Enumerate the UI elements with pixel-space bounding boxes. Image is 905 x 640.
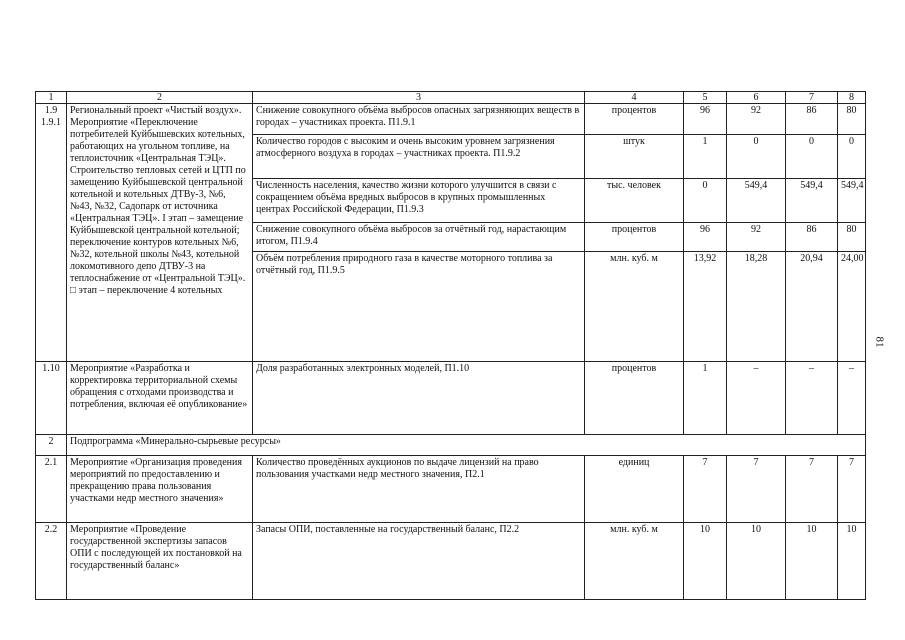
value: 96	[684, 222, 727, 251]
column-number: 3	[253, 92, 585, 104]
indicator-name: Запасы ОПИ, поставленные на государственный баланс, П2.2	[253, 523, 585, 600]
row-number: 2.2	[36, 523, 67, 600]
value: 10	[786, 523, 838, 600]
value: 10	[838, 523, 866, 600]
column-number-row	[36, 92, 866, 104]
indicator-name: Численность населения, качество жизни которого улучшится в связи с сокращением объёма вредных выбросов в крупных промышленных центрах Российской Федерации, П1.9.3	[253, 179, 585, 223]
value: 7	[786, 456, 838, 523]
table-row	[36, 456, 866, 523]
value: 10	[684, 523, 727, 600]
value: 80	[838, 222, 866, 251]
value: 549,4	[727, 179, 786, 223]
unit: единиц	[585, 456, 684, 523]
column-number: 2	[67, 92, 253, 104]
value: 18,28	[727, 252, 786, 362]
unit: процентов	[585, 104, 684, 135]
unit: млн. куб. м	[585, 523, 684, 600]
section-title: Подпрограмма «Минерально-сырьевые ресурсы»	[67, 435, 866, 456]
value: 20,94	[786, 252, 838, 362]
indicator-name: Снижение совокупного объёма выбросов опасных загрязняющих веществ в городах – участниках проекта. П1.9.1	[253, 104, 585, 135]
column-number: 5	[684, 92, 727, 104]
measure-name-cell	[67, 104, 253, 362]
measure-name: Мероприятие «Организация проведения мероприятий по предоставлению и прекращению права пользования участками недр местного значения»	[67, 456, 253, 523]
value: –	[838, 362, 866, 435]
indicator-name: Снижение совокупного объёма выбросов за отчётный год, нарастающим итогом, П1.9.4	[253, 222, 585, 251]
value: 10	[727, 523, 786, 600]
measure-name: Региональный проект «Чистый воздух».	[70, 105, 242, 116]
measure-name: Мероприятие «Переключение потребителей Куйбышевских котельных, работающих на угольном топливе, на теплоисточник «Центральная ТЭЦ». Строительство тепловых сетей и ЦТП по замещению Куйбышевской центральной котельной и котельных ДТВу-3, №6, №43, №32, Садопарк от источника «Центральная ТЭЦ». I этап – замещение Куйбышевской центральной котельной; переключение контуров котельных №6, №32, котельной школы №43, котельной локомотивного депо ДТВУ-3 на теплоснабжение от «Центральной ТЭЦ». □ этап – переключение 4 котельных	[70, 117, 246, 296]
unit: тыс. человек	[585, 179, 684, 223]
value: –	[786, 362, 838, 435]
value: 0	[727, 135, 786, 179]
value: 96	[684, 104, 727, 135]
unit: штук	[585, 135, 684, 179]
value: 13,92	[684, 252, 727, 362]
value: 7	[838, 456, 866, 523]
row-number: 2	[36, 435, 67, 456]
value: –	[727, 362, 786, 435]
indicator-name: Объём потребления природного газа в качестве моторного топлива за отчётный год, П1.9.5	[253, 252, 585, 362]
column-number: 7	[786, 92, 838, 104]
value: 1	[684, 362, 727, 435]
value: 92	[727, 104, 786, 135]
unit: процентов	[585, 222, 684, 251]
value: 7	[727, 456, 786, 523]
value: 7	[684, 456, 727, 523]
column-number: 8	[838, 92, 866, 104]
value: 24,00	[838, 252, 866, 362]
page-number: 81	[873, 336, 886, 348]
column-number: 1	[36, 92, 67, 104]
measure-name: Мероприятие «Проведение государственной экспертизы запасов ОПИ с последующей их постановкой на государственный баланс»	[67, 523, 253, 600]
measure-name: Мероприятие «Разработка и корректировка территориальной схемы обращения с отходами производства и потребления, включая её опубликование»	[67, 362, 253, 435]
column-number: 6	[727, 92, 786, 104]
table-row	[36, 362, 866, 435]
value: 92	[727, 222, 786, 251]
value: 86	[786, 104, 838, 135]
indicators-table	[35, 91, 866, 600]
indicator-name: Количество городов с высоким и очень высоким уровнем загрязнения атмосферного воздуха в городах – участниках проекта. П1.9.2	[253, 135, 585, 179]
value: 549,4	[786, 179, 838, 223]
row-number: 2.1	[36, 456, 67, 523]
value: 80	[838, 104, 866, 135]
section-row	[36, 435, 866, 456]
column-number: 4	[585, 92, 684, 104]
indicator-name: Доля разработанных электронных моделей, П1.10	[253, 362, 585, 435]
value: 0	[684, 179, 727, 223]
row-number: 1.9.1	[41, 117, 61, 128]
value: 0	[838, 135, 866, 179]
table-row	[36, 523, 866, 600]
value: 0	[786, 135, 838, 179]
row-number-cell	[36, 104, 67, 362]
unit: процентов	[585, 362, 684, 435]
row-number: 1.10	[36, 362, 67, 435]
table-row	[36, 104, 866, 135]
unit: млн. куб. м	[585, 252, 684, 362]
value: 86	[786, 222, 838, 251]
value: 1	[684, 135, 727, 179]
indicator-name: Количество проведённых аукционов по выдаче лицензий на право пользования участками недр местного значения, П2.1	[253, 456, 585, 523]
row-number: 1.9	[44, 105, 58, 116]
value: 549,4	[838, 179, 866, 223]
